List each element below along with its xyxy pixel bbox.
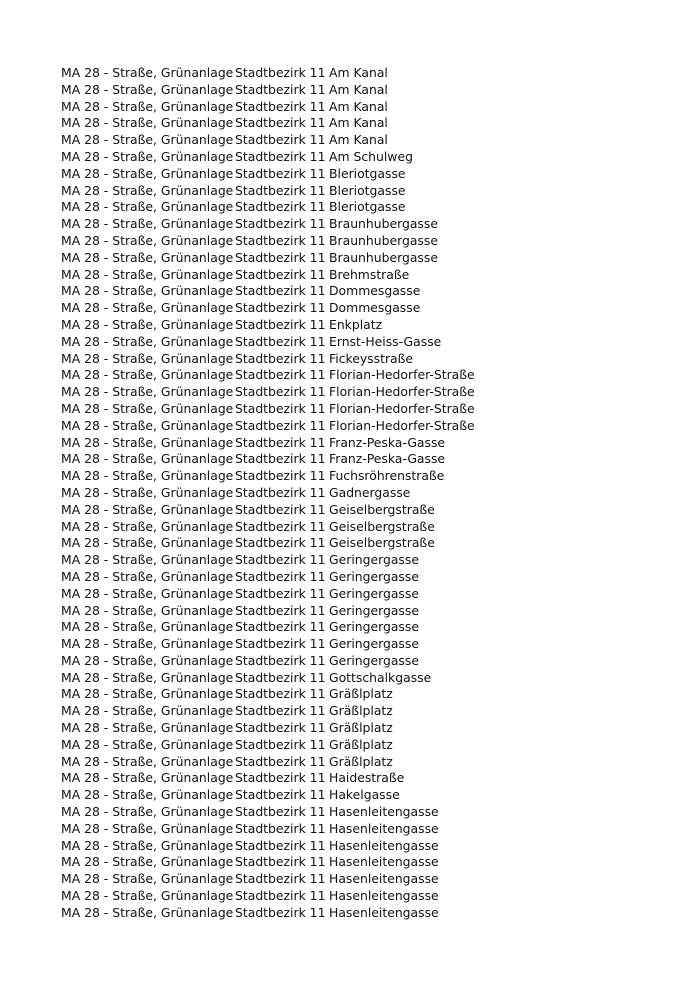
street-cell: Am Kanal: [329, 115, 388, 131]
table-row: [61, 65, 509, 82]
department-cell: MA 28 - Straße, Grünanlage: [61, 182, 234, 198]
department-cell: MA 28 - Straße, Grünanlage: [61, 585, 234, 601]
table-row: [61, 737, 509, 754]
district-cell: Stadtbezirk 11: [235, 686, 326, 702]
district-cell: Stadtbezirk 11: [235, 300, 326, 316]
district-cell: Stadtbezirk 11: [235, 65, 326, 80]
table-row: [61, 586, 509, 603]
table-row: [61, 519, 509, 536]
street-cell: Enkplatz: [329, 316, 383, 332]
district-cell: Stadtbezirk 11: [235, 585, 326, 601]
department-cell: MA 28 - Straße, Grünanlage: [61, 652, 234, 668]
street-cell: Florian-Hedorfer-Straße: [329, 417, 475, 433]
street-cell: Geringergasse: [329, 652, 419, 668]
street-cell: Fickeysstraße: [329, 350, 414, 366]
table-row: [61, 149, 509, 166]
table-row: [61, 317, 509, 334]
table-row: [61, 283, 509, 300]
department-cell: MA 28 - Straße, Grünanlage: [61, 837, 234, 853]
department-cell: MA 28 - Straße, Grünanlage: [61, 871, 234, 887]
table-row: [61, 351, 509, 368]
department-cell: MA 28 - Straße, Grünanlage: [61, 81, 234, 97]
district-cell: Stadtbezirk 11: [235, 468, 326, 484]
table-row: [61, 569, 509, 586]
district-cell: Stadtbezirk 11: [235, 636, 326, 652]
street-cell: Am Kanal: [329, 65, 388, 80]
department-cell: MA 28 - Straße, Grünanlage: [61, 65, 234, 80]
district-cell: Stadtbezirk 11: [235, 736, 326, 752]
table-row: [61, 216, 509, 233]
street-cell: Gräßlplatz: [329, 703, 393, 719]
street-cell: Braunhubergasse: [329, 249, 438, 265]
street-cell: Braunhubergasse: [329, 232, 438, 248]
department-cell: MA 28 - Straße, Grünanlage: [61, 804, 234, 820]
department-cell: MA 28 - Straße, Grünanlage: [61, 787, 234, 803]
table-row: [61, 905, 509, 922]
table-row: [61, 233, 509, 250]
table-row: [61, 703, 509, 720]
district-cell: Stadtbezirk 11: [235, 484, 326, 500]
department-cell: MA 28 - Straße, Grünanlage: [61, 468, 234, 484]
district-cell: Stadtbezirk 11: [235, 854, 326, 870]
district-cell: Stadtbezirk 11: [235, 132, 326, 148]
table-row: [61, 468, 509, 485]
district-cell: Stadtbezirk 11: [235, 115, 326, 131]
table-row: [61, 99, 509, 116]
table-row: [61, 166, 509, 183]
street-cell: Gräßlplatz: [329, 736, 393, 752]
street-cell: Gottschalkgasse: [329, 669, 432, 685]
district-cell: Stadtbezirk 11: [235, 367, 326, 383]
district-cell: Stadtbezirk 11: [235, 283, 326, 299]
table-row: [61, 838, 509, 855]
department-cell: MA 28 - Straße, Grünanlage: [61, 619, 234, 635]
department-cell: MA 28 - Straße, Grünanlage: [61, 736, 234, 752]
table-row: [61, 770, 509, 787]
table-row: [61, 435, 509, 452]
street-cell: Geiselbergstraße: [329, 535, 435, 551]
department-cell: MA 28 - Straße, Grünanlage: [61, 552, 234, 568]
street-cell: Hasenleitengasse: [329, 854, 439, 870]
district-cell: Stadtbezirk 11: [235, 753, 326, 769]
district-cell: Stadtbezirk 11: [235, 652, 326, 668]
district-cell: Stadtbezirk 11: [235, 804, 326, 820]
street-cell: Bleriotgasse: [329, 199, 406, 215]
table-row: [61, 418, 509, 435]
district-cell: Stadtbezirk 11: [235, 501, 326, 517]
department-cell: MA 28 - Straße, Grünanlage: [61, 770, 234, 786]
table-row: [61, 401, 509, 418]
district-cell: Stadtbezirk 11: [235, 165, 326, 181]
department-cell: MA 28 - Straße, Grünanlage: [61, 484, 234, 500]
district-cell: Stadtbezirk 11: [235, 669, 326, 685]
department-cell: MA 28 - Straße, Grünanlage: [61, 249, 234, 265]
department-cell: MA 28 - Straße, Grünanlage: [61, 115, 234, 131]
table-row: [61, 367, 509, 384]
table-row: [61, 115, 509, 132]
district-cell: Stadtbezirk 11: [235, 619, 326, 635]
table-row: [61, 535, 509, 552]
department-cell: MA 28 - Straße, Grünanlage: [61, 98, 234, 114]
department-cell: MA 28 - Straße, Grünanlage: [61, 266, 234, 282]
department-cell: MA 28 - Straße, Grünanlage: [61, 904, 234, 920]
street-cell: Geringergasse: [329, 585, 419, 601]
table-row: [61, 552, 509, 569]
district-cell: Stadtbezirk 11: [235, 888, 326, 904]
street-cell: Gadnergasse: [329, 484, 411, 500]
street-cell: Am Kanal: [329, 81, 388, 97]
district-cell: Stadtbezirk 11: [235, 81, 326, 97]
department-cell: MA 28 - Straße, Grünanlage: [61, 199, 234, 215]
district-cell: Stadtbezirk 11: [235, 98, 326, 114]
table-row: [61, 603, 509, 620]
table-row: [61, 183, 509, 200]
table-row: [61, 888, 509, 905]
department-cell: MA 28 - Straße, Grünanlage: [61, 434, 234, 450]
table-row: [61, 250, 509, 267]
district-cell: Stadtbezirk 11: [235, 384, 326, 400]
table-row: [61, 384, 509, 401]
street-cell: Florian-Hedorfer-Straße: [329, 367, 475, 383]
district-cell: Stadtbezirk 11: [235, 451, 326, 467]
street-cell: Am Kanal: [329, 132, 388, 148]
district-cell: Stadtbezirk 11: [235, 266, 326, 282]
department-cell: MA 28 - Straße, Grünanlage: [61, 333, 234, 349]
street-cell: Dommesgasse: [329, 283, 421, 299]
department-cell: MA 28 - Straße, Grünanlage: [61, 165, 234, 181]
district-cell: Stadtbezirk 11: [235, 787, 326, 803]
street-cell: Bleriotgasse: [329, 182, 406, 198]
table-row: [61, 686, 509, 703]
district-cell: Stadtbezirk 11: [235, 182, 326, 198]
street-cell: Gräßlplatz: [329, 753, 393, 769]
department-cell: MA 28 - Straße, Grünanlage: [61, 316, 234, 332]
table-row: [61, 267, 509, 284]
district-cell: Stadtbezirk 11: [235, 602, 326, 618]
department-cell: MA 28 - Straße, Grünanlage: [61, 232, 234, 248]
street-cell: Florian-Hedorfer-Straße: [329, 384, 475, 400]
street-cell: Hasenleitengasse: [329, 904, 439, 920]
street-cell: Fuchsröhrenstraße: [329, 468, 445, 484]
district-cell: Stadtbezirk 11: [235, 552, 326, 568]
department-cell: MA 28 - Straße, Grünanlage: [61, 568, 234, 584]
district-cell: Stadtbezirk 11: [235, 316, 326, 332]
department-cell: MA 28 - Straße, Grünanlage: [61, 350, 234, 366]
department-cell: MA 28 - Straße, Grünanlage: [61, 686, 234, 702]
listing-table: [61, 65, 509, 922]
street-cell: Braunhubergasse: [329, 216, 438, 232]
district-cell: Stadtbezirk 11: [235, 216, 326, 232]
table-row: [61, 804, 509, 821]
street-cell: Geiselbergstraße: [329, 501, 435, 517]
district-cell: Stadtbezirk 11: [235, 417, 326, 433]
street-cell: Hasenleitengasse: [329, 820, 439, 836]
department-cell: MA 28 - Straße, Grünanlage: [61, 367, 234, 383]
table-row: [61, 636, 509, 653]
table-row: [61, 754, 509, 771]
street-cell: Hasenleitengasse: [329, 837, 439, 853]
department-cell: MA 28 - Straße, Grünanlage: [61, 669, 234, 685]
street-cell: Geringergasse: [329, 619, 419, 635]
department-cell: MA 28 - Straße, Grünanlage: [61, 518, 234, 534]
table-row: [61, 300, 509, 317]
street-cell: Geringergasse: [329, 568, 419, 584]
district-cell: Stadtbezirk 11: [235, 148, 326, 164]
district-cell: Stadtbezirk 11: [235, 350, 326, 366]
district-cell: Stadtbezirk 11: [235, 199, 326, 215]
table-row: [61, 334, 509, 351]
street-cell: Hasenleitengasse: [329, 804, 439, 820]
district-cell: Stadtbezirk 11: [235, 400, 326, 416]
department-cell: MA 28 - Straße, Grünanlage: [61, 148, 234, 164]
department-cell: MA 28 - Straße, Grünanlage: [61, 720, 234, 736]
department-cell: MA 28 - Straße, Grünanlage: [61, 417, 234, 433]
table-row: [61, 199, 509, 216]
table-row: [61, 82, 509, 99]
district-cell: Stadtbezirk 11: [235, 568, 326, 584]
street-cell: Geiselbergstraße: [329, 518, 435, 534]
street-cell: Bleriotgasse: [329, 165, 406, 181]
district-cell: Stadtbezirk 11: [235, 232, 326, 248]
table-row: [61, 619, 509, 636]
street-cell: Hakelgasse: [329, 787, 400, 803]
street-cell: Franz-Peska-Gasse: [329, 451, 446, 467]
district-cell: Stadtbezirk 11: [235, 904, 326, 920]
street-cell: Ernst-Heiss-Gasse: [329, 333, 442, 349]
street-cell: Hasenleitengasse: [329, 871, 439, 887]
department-cell: MA 28 - Straße, Grünanlage: [61, 283, 234, 299]
district-cell: Stadtbezirk 11: [235, 871, 326, 887]
district-cell: Stadtbezirk 11: [235, 535, 326, 551]
table-row: [61, 670, 509, 687]
table-row: [61, 653, 509, 670]
table-row: [61, 502, 509, 519]
district-cell: Stadtbezirk 11: [235, 434, 326, 450]
department-cell: MA 28 - Straße, Grünanlage: [61, 300, 234, 316]
street-cell: Franz-Peska-Gasse: [329, 434, 446, 450]
department-cell: MA 28 - Straße, Grünanlage: [61, 820, 234, 836]
department-cell: MA 28 - Straße, Grünanlage: [61, 854, 234, 870]
street-cell: Geringergasse: [329, 602, 419, 618]
district-cell: Stadtbezirk 11: [235, 703, 326, 719]
street-cell: Geringergasse: [329, 552, 419, 568]
table-row: [61, 821, 509, 838]
department-cell: MA 28 - Straße, Grünanlage: [61, 216, 234, 232]
table-row: [61, 720, 509, 737]
district-cell: Stadtbezirk 11: [235, 820, 326, 836]
district-cell: Stadtbezirk 11: [235, 249, 326, 265]
district-cell: Stadtbezirk 11: [235, 333, 326, 349]
table-row: [61, 451, 509, 468]
department-cell: MA 28 - Straße, Grünanlage: [61, 602, 234, 618]
table-row: [61, 132, 509, 149]
district-cell: Stadtbezirk 11: [235, 770, 326, 786]
street-cell: Am Schulweg: [329, 148, 413, 164]
district-cell: Stadtbezirk 11: [235, 518, 326, 534]
street-cell: Brehmstraße: [329, 266, 410, 282]
street-cell: Gräßlplatz: [329, 720, 393, 736]
table-row: [61, 854, 509, 871]
department-cell: MA 28 - Straße, Grünanlage: [61, 501, 234, 517]
table-row: [61, 787, 509, 804]
table-row: [61, 871, 509, 888]
department-cell: MA 28 - Straße, Grünanlage: [61, 535, 234, 551]
street-cell: Geringergasse: [329, 636, 419, 652]
department-cell: MA 28 - Straße, Grünanlage: [61, 888, 234, 904]
district-cell: Stadtbezirk 11: [235, 837, 326, 853]
street-cell: Florian-Hedorfer-Straße: [329, 400, 475, 416]
street-cell: Hasenleitengasse: [329, 888, 439, 904]
department-cell: MA 28 - Straße, Grünanlage: [61, 636, 234, 652]
street-cell: Haidestraße: [329, 770, 405, 786]
table-row: [61, 485, 509, 502]
department-cell: MA 28 - Straße, Grünanlage: [61, 400, 234, 416]
department-cell: MA 28 - Straße, Grünanlage: [61, 132, 234, 148]
district-cell: Stadtbezirk 11: [235, 720, 326, 736]
department-cell: MA 28 - Straße, Grünanlage: [61, 703, 234, 719]
street-cell: Gräßlplatz: [329, 686, 393, 702]
street-cell: Dommesgasse: [329, 300, 421, 316]
department-cell: MA 28 - Straße, Grünanlage: [61, 753, 234, 769]
street-cell: Am Kanal: [329, 98, 388, 114]
department-cell: MA 28 - Straße, Grünanlage: [61, 451, 234, 467]
department-cell: MA 28 - Straße, Grünanlage: [61, 384, 234, 400]
